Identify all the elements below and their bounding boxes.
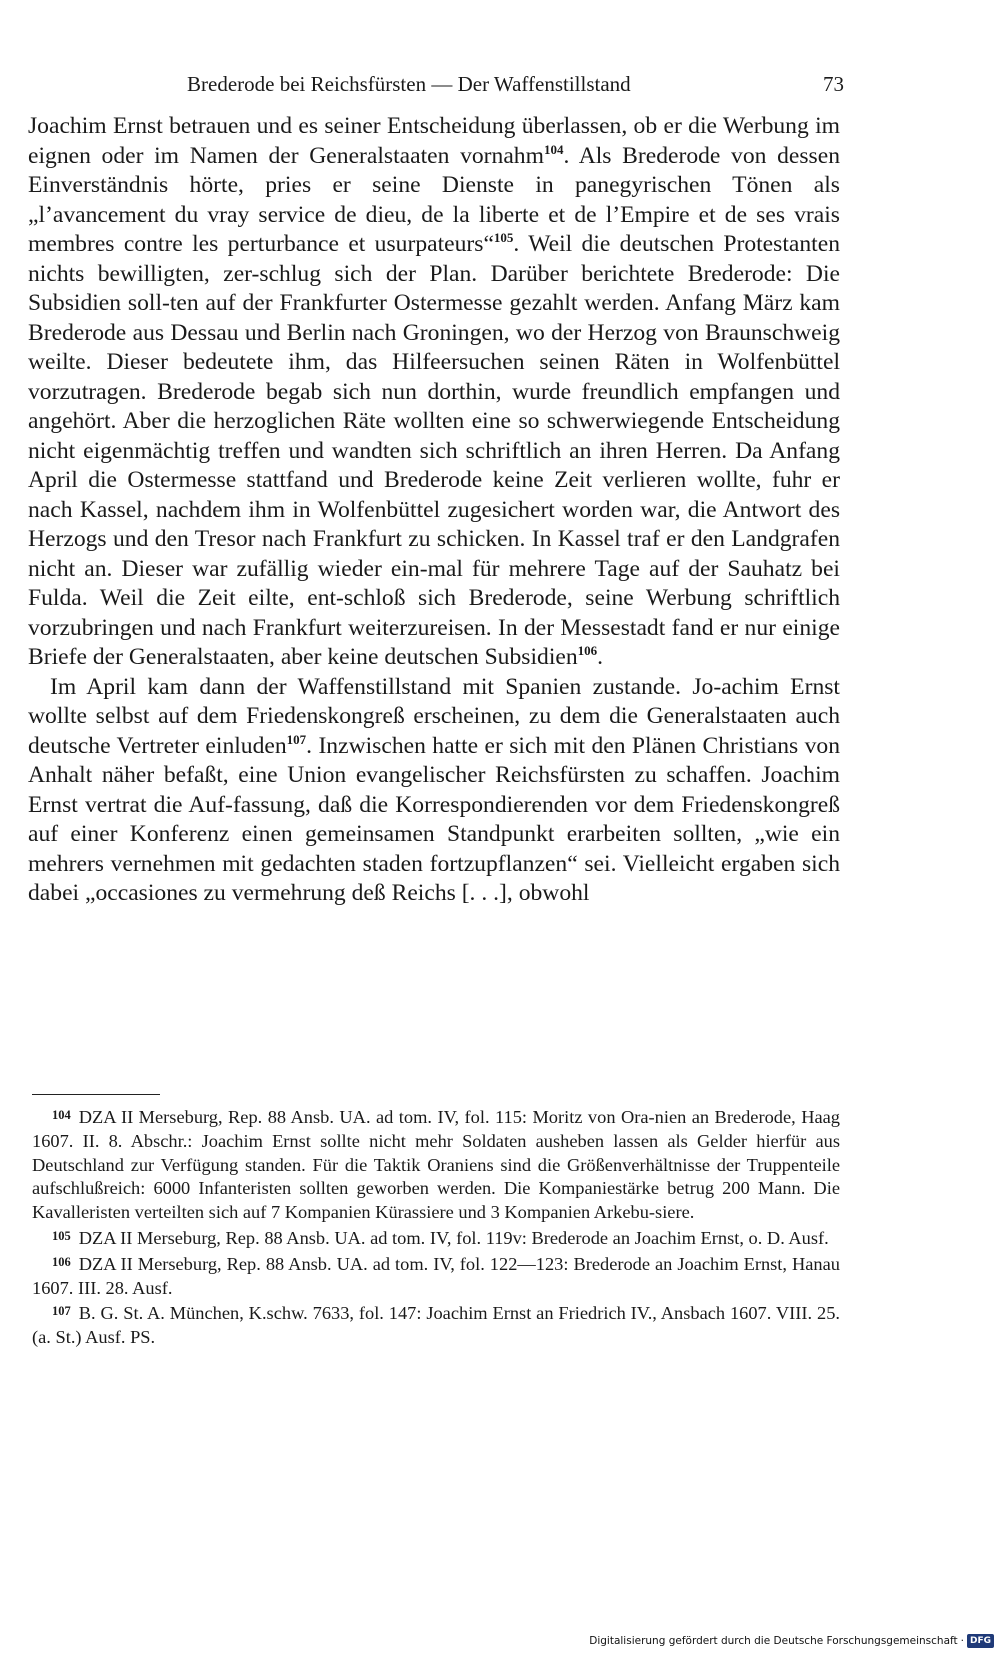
footnote-ref: 106: [577, 643, 598, 659]
text-run: Im April kam dann der Waffenstillstand mit Spanien zustande. Jo-achim Ernst wollte selbst auf dem Friedenskongreß erscheinen, zu dem die Generalstaaten auch deutsche Vertreter einluden: [28, 673, 840, 759]
main-text: [28, 112, 840, 909]
footnote-number: 104: [52, 1108, 71, 1122]
text-run: . Weil die deutschen Protestanten nichts bewilligten, zer-schlug sich der Plan. Darüber berichtete Brederode: Die Subsidien soll-ten auf der Frankfurter Ostermesse gezahlt werden. Anfang März kam Brederode aus Dessau und Berlin nach Groningen, wo der Herzog von Braunschweig weilte. Dieser bedeutete ihm, das Hilfeersuchen seinen Räten in Wolfenbüttel vorzutragen. Brederode begab sich nun dorthin, wurde freundlich empfangen und angehört. Aber die herzoglichen Räte wollten eine so schwerwiegende Entscheidung nicht eigenmächtig treffen und wandten sich schriftlich an ihren Herren. Da Anfang April die Ostermesse stattfand und Brederode keine Zeit verlieren wollte, fuhr er nach Kassel, nachdem ihm in Wolfenbüttel zugesichert worden war, die Antwort des Herzogs und den Tresor nach Frankfurt zu schicken. In Kassel traf er den Landgrafen nicht an. Dieser war zufällig wieder ein-mal für mehrere Tage auf der Sauhatz bei Fulda. Weil die Zeit eilte, ent-schloß sich Brederode, seine Werbung schriftlich vorzubringen und nach Frankfurt weiterzureisen. In der Messestadt fand er nur einige Briefe der Generalstaaten, aber keine deutschen Subsidien: [28, 231, 840, 670]
footnote-ref: 104: [543, 141, 564, 157]
footnote: [32, 1251, 840, 1301]
footnote: [32, 1300, 840, 1350]
footnote-number: 105: [52, 1228, 71, 1243]
digitization-credit: Digitalisierung gefördert durch die Deutsche Forschungsgemeinschaft · DFG: [589, 1631, 994, 1651]
text-run: . Inzwischen hatte er sich mit den Plänen Christians von Anhalt näher befaßt, eine Union evangelischer Reichsfürsten zu schaffen. Joachim Ernst vertrat die Auf-fassung, daß die Korrespondierenden vor dem Friedenskongreß auf einer Konferenz einen gemeinsamen Standpunkt erarbeiten sollten, „wie ein mehrers vernehmen mit gedachten staden fortzupflanzen“ sei. Vielleicht ergaben sich dabei „occasiones zu vermehrung deß Reichs [. . .], obwohl: [28, 732, 840, 906]
footnote-ref: 107: [286, 731, 307, 747]
footnote-number: 107: [52, 1304, 71, 1319]
credit-text: Digitalisierung gefördert durch die Deutsche Forschungsgemeinschaft: [589, 1635, 958, 1647]
footnote-number: 106: [52, 1254, 71, 1269]
paragraph: [28, 112, 840, 673]
running-header: [32, 66, 844, 102]
footnote-divider: [32, 1094, 160, 1095]
text-run: Joachim Ernst betrauen und es seiner Entscheidung überlassen, ob er die Werbung im eignen oder im Namen der Generalstaaten vornahm: [28, 113, 840, 169]
text-run: .: [597, 644, 604, 670]
dfg-logo: DFG: [967, 1634, 994, 1648]
footnote: [32, 1225, 840, 1251]
paragraph: [28, 673, 840, 909]
running-title: Brederode bei Reichsfürsten — Der Waffenstillstand: [187, 72, 631, 96]
footnote-text: DZA II Merseburg, Rep. 88 Ansb. UA. ad tom. IV, fol. 119v: Brederode an Joachim Ernst, o. D. Ausf.: [78, 1227, 829, 1248]
footnote-text: DZA II Merseburg, Rep. 88 Ansb. UA. ad tom. IV, fol. 122—123: Brederode an Joachim Ernst, Hanau 1607. III. 28. Ausf.: [32, 1253, 840, 1298]
text-run: . Als Brederode von dessen Einverständnis hörte, pries er seine Dienste in panegyrischen Tönen als „l’avancement du vray service de dieu, de la liberte et de l’Empire et de ses vrais membres contre les perturbance et usurpateurs“: [28, 142, 840, 257]
footnote: [32, 1104, 840, 1225]
footnote-ref: 105: [493, 230, 514, 246]
page-number: 73: [823, 72, 844, 96]
footnote-text: DZA II Merseburg, Rep. 88 Ansb. UA. ad tom. IV, fol. 115: Moritz von Ora-nien an Brederode, Haag 1607. II. 8. Abschr.: Joachim Ernst sollte nicht mehr Soldaten ausheben lassen als Gelder hierfür aus Deutschland zur Verfügung standen. Für die Taktik Oraniens sind die Größenverhältnisse der Truppenteile aufschlußreich: 6000 Infanteristen sollten geworben werden. Die Kompaniestärke betrug 200 Mann. Die Kavalleristen verteilten sich auf 7 Kompanien Kürassiere und 3 Kompanien Arkebu-siere.: [32, 1107, 840, 1223]
footnote-text: B. G. St. A. München, K.schw. 7633, fol. 147: Joachim Ernst an Friedrich IV., Ansbach 1607. VIII. 25. (a. St.) Ausf. PS.: [32, 1303, 840, 1348]
footnotes: [32, 1104, 840, 1350]
